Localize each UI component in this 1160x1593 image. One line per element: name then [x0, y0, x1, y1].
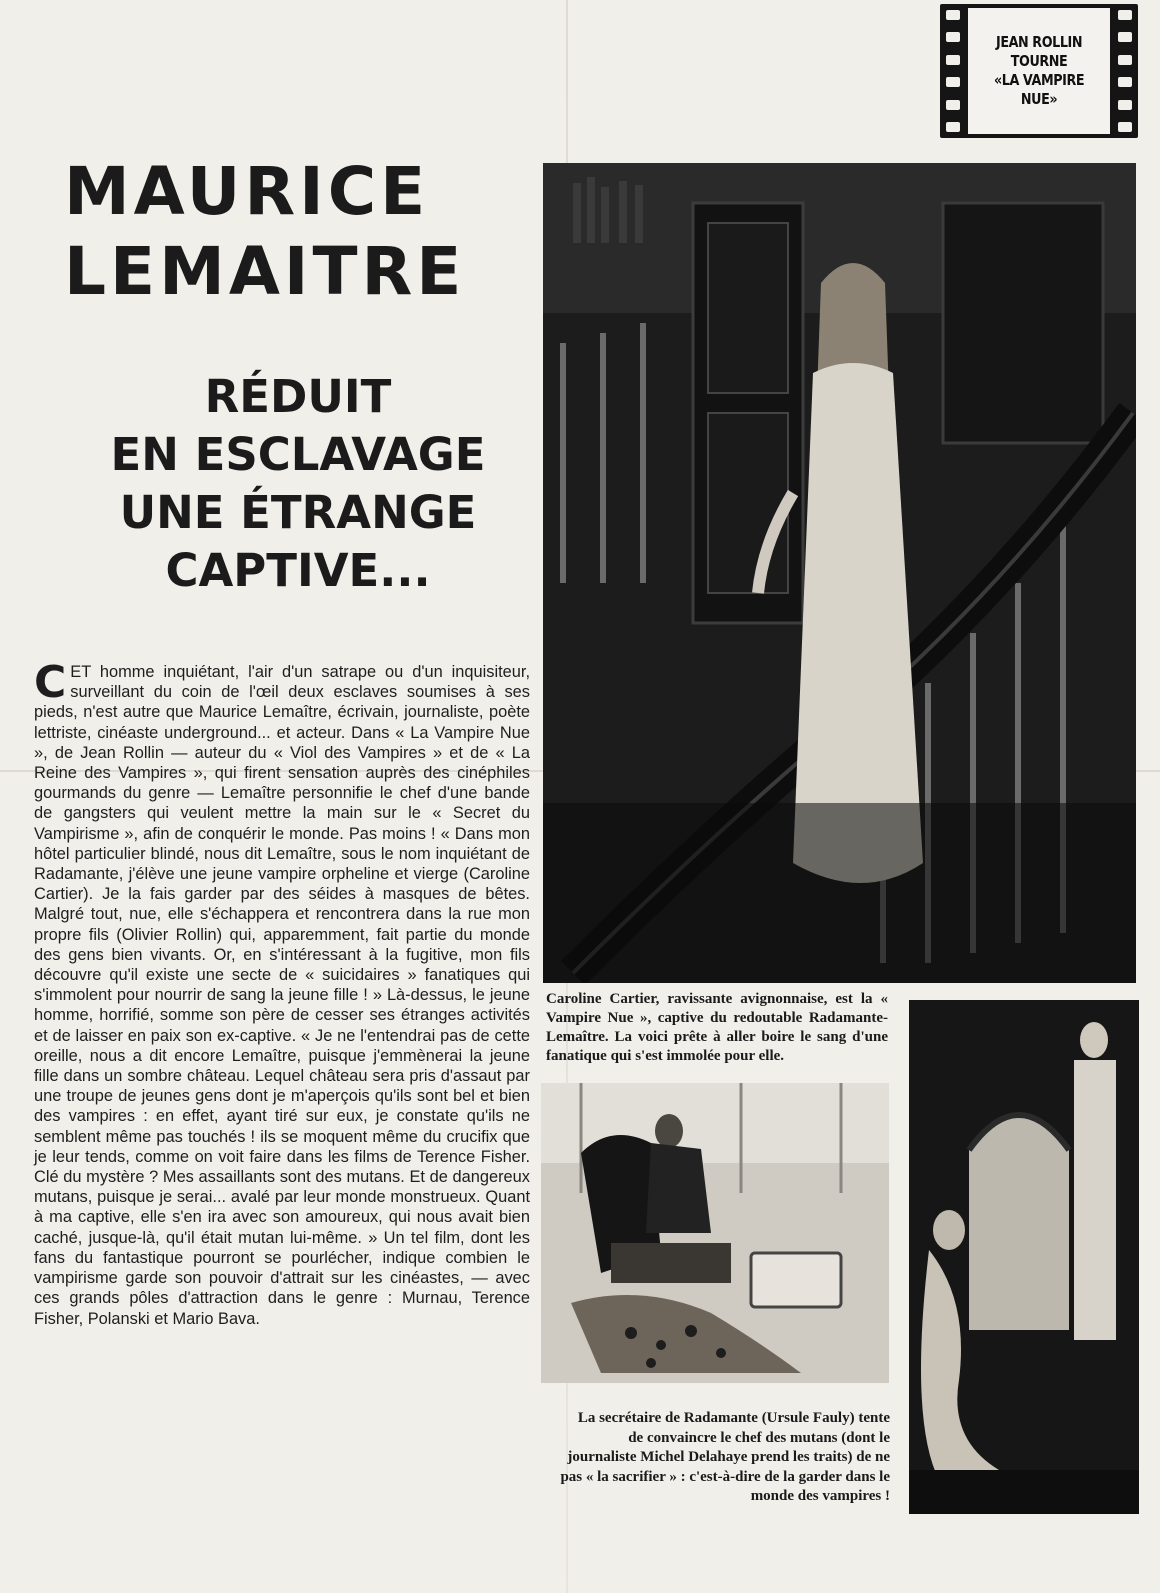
photo-secretary-scene: [909, 1000, 1139, 1514]
headline-sub-line-3: UNE ÉTRANGE: [119, 486, 477, 539]
article-text: ET homme inquiétant, l'air d'un satrape ou d'un inquisiteur, surveillant du coin de l'œil deux esclaves soumises à ses pieds, n'est autre que Maurice Lemaître, écrivain, journaliste, poète lettriste, cinéaste underground... et acteur. Dans « La Vampire Nue », de Jean Rollin — auteur du « Viol des Vampires » et de « La Reine des Vampires », qui firent sensation auprès des cinéphiles gourmands du genre — Lemaître personnifie le chef d'une bande de gangsters qui veulent mettre la main sur le « Secret du Vampirisme », afin de conquérir le monde. Pas moins ! « Dans mon hôtel particulier blindé, nous dit Lemaître, sous le nom inquiétant de Radamante, j'élève une jeune vampire orpheline et vierge (Caroline Cartier). Je la fais garder par des séides à masques de bêtes. Malgré tout, nue, elle s'échappera et rencontrera dans la rue mon propre fils (Olivier Rollin) qui, apparemment, fait partie du monde des gens bien vivants. Or, en s'intéressant à la fugitive, mon fils découvre qu'il existe une secte de « suicidaires » fanatiques qui s'immolent pour nourrir de sang la jeune fille ! » Là-dessus, le jeune homme, horrifié, somme son père de cesser ses étranges activités et de laisser en paix son ex-captive. « Je ne l'entendrai pas de cette oreille, nous a dit encore Lemaître, puisque j'emmènerai la jeune fille dans un sombre château. Lequel château sera pris d'assaut par une troupe de jeunes gens dont je m'aperçois qu'ils sont bel et bien des vampires : en effet, ayant tiré sur eux, je constate qu'ils ne semblent même pas touchés ! ils se moquent même du crucifix que je leur tends, comme on voit faire dans les films de Terence Fisher. Clé du mystère ? Mes assaillants sont des mutans. Et de dangereux mutans, puisque je serai... avalé par leur monde monstrueux. Quant à ma captive, elle s'en ira avec son amoureux, qui nous avait bien caché, jusque-là, qu'il était mutan lui-même. » Un tel film, dont les fans du fantastique pourront se pourlécher, indique combien le vampirisme garde son pouvoir d'attrait sur les cinéastes, — avec ces grands pôles d'attraction dans le genre : Murnau, Terence Fisher, Polanski et Mario Bava.: [34, 663, 530, 1328]
caption-staircase: Caroline Cartier, ravissante avignonnaise, est la « Vampire Nue », captive du redoutable Radamante-Lemaître. La voici prête à aller boire le sang d'une fanatique qui s'est immolée pour elle.: [546, 991, 888, 1064]
badge-text: JEAN ROLLIN TOURNE «LA VAMPIRE NUE»: [993, 33, 1085, 108]
headline-sub: [48, 368, 548, 600]
photo-armchair-scene: [541, 1083, 889, 1383]
headline-sub-line-2: EN ESCLAVAGE: [110, 428, 486, 481]
headline-sub-line-4: CAPTIVE...: [165, 544, 431, 597]
headline-line-2: LEMAITRE: [64, 233, 466, 310]
article-body: [34, 657, 530, 1329]
headline-line-1: MAURICE: [64, 153, 430, 230]
headline-main: [64, 152, 524, 312]
headline-sub-line-1: RÉDUIT: [204, 370, 392, 423]
badge-frame: [968, 8, 1110, 134]
caption-secretary: La secrétaire de Radamante (Ursule Fauly) tente de convaincre le chef des mutans (dont le journaliste Michel Delahaye prend les traits) de ne pas « la sacrifier » : c'est-à-dire de la garder dans le monde des vampires !: [560, 1410, 890, 1504]
film-strip-badge: [940, 4, 1138, 138]
film-perforations-left: [946, 10, 960, 132]
photo-staircase: [543, 163, 1136, 983]
film-perforations-right: [1118, 10, 1132, 132]
drop-cap: C: [34, 657, 67, 708]
